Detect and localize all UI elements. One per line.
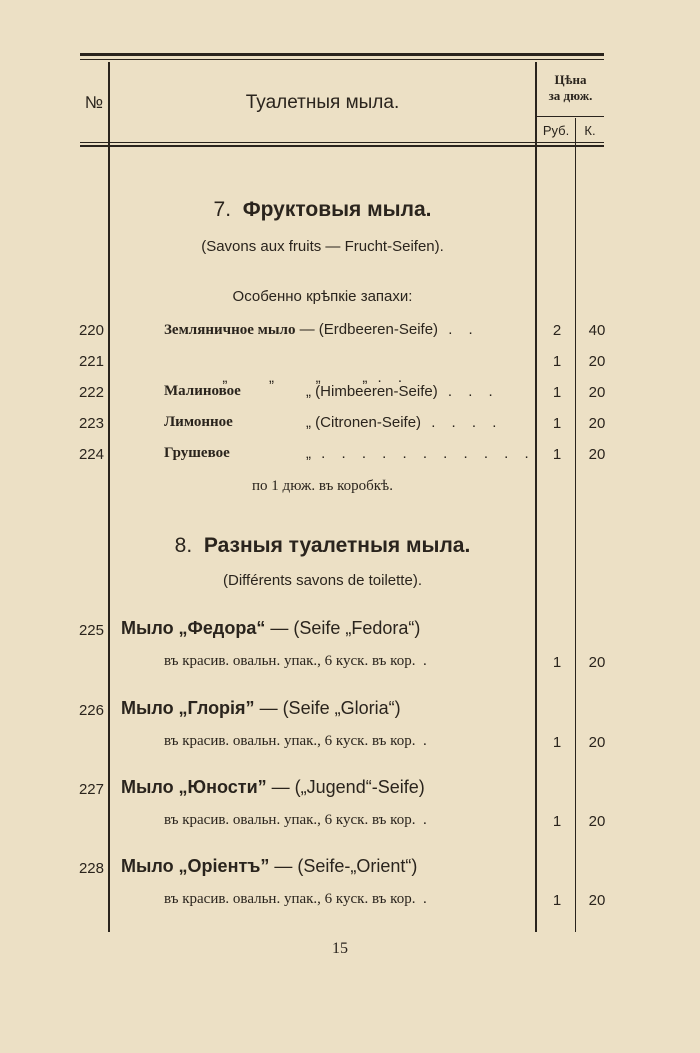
header-rule-thick bbox=[80, 145, 604, 147]
row-223-desc: „ (Citronen-Seife) bbox=[306, 414, 422, 431]
row-223-number: 223 bbox=[78, 415, 104, 432]
section8-subtitle: (Différents savons de toilette). bbox=[223, 572, 422, 589]
item-226-name: Мыло „Глорія” bbox=[121, 698, 255, 718]
section8-title: Разныя туалетныя мыла. bbox=[203, 534, 471, 557]
row-222-rub: 1 bbox=[552, 384, 562, 401]
page-number: 15 bbox=[332, 940, 348, 957]
row-224-rest bbox=[306, 445, 535, 462]
row-223-rest bbox=[306, 414, 502, 431]
item-228-number: 228 bbox=[78, 860, 104, 877]
item-226-kop: 20 bbox=[588, 734, 606, 751]
row-222-name: Малиновое bbox=[164, 383, 241, 399]
item-228-pack: въ красив. овальн. упак., 6 куск. въ кор. . bbox=[164, 891, 427, 907]
row-223-kop: 20 bbox=[588, 415, 606, 432]
number-column-line bbox=[108, 62, 110, 932]
item-227-name: Мыло „Юности” bbox=[121, 777, 267, 797]
item-228-desc: — (Seife-„Orient“) bbox=[269, 856, 418, 876]
row-221-text bbox=[214, 352, 408, 386]
item-225-line bbox=[121, 618, 420, 639]
price-subrule bbox=[535, 116, 604, 117]
row-223-dots: . . . . bbox=[421, 414, 503, 431]
row-220-number: 220 bbox=[78, 322, 104, 339]
row-220-dots: . . bbox=[438, 321, 479, 338]
row-220-rub: 2 bbox=[552, 322, 562, 339]
item-225-pack-text: въ красив. овальн. упак., 6 куск. въ кор. bbox=[164, 653, 416, 669]
row-222-rest bbox=[306, 383, 499, 400]
row-222-kop: 20 bbox=[588, 384, 606, 401]
row-221-desc: „ „ „ „ bbox=[222, 369, 368, 386]
row-222-number: 222 bbox=[78, 384, 104, 401]
item-228-kop: 20 bbox=[588, 892, 606, 909]
row-220-desc: — (Erdbeeren-Seife) bbox=[295, 321, 439, 338]
header-rub: Руб. bbox=[542, 123, 570, 138]
top-rule-thin bbox=[80, 59, 604, 60]
row-221-kop: 20 bbox=[588, 353, 606, 370]
item-225-rub: 1 bbox=[552, 654, 562, 671]
row-224-desc: „ bbox=[306, 445, 311, 462]
section7-number: 7. bbox=[213, 198, 232, 221]
item-226-rub: 1 bbox=[552, 734, 562, 751]
row-224-rub: 1 bbox=[552, 446, 562, 463]
item-227-number: 227 bbox=[78, 781, 104, 798]
section7-note: Особенно крѣпкіе запахи: bbox=[232, 288, 413, 305]
item-226-desc: — (Seife „Gloria“) bbox=[254, 698, 401, 718]
item-226-line bbox=[121, 698, 401, 719]
item-227-pack: въ красив. овальн. упак., 6 куск. въ кор. . bbox=[164, 812, 427, 828]
top-rule bbox=[80, 53, 604, 56]
row-220-kop: 40 bbox=[588, 322, 606, 339]
row-222-dots: . . . bbox=[437, 383, 499, 400]
item-227-kop: 20 bbox=[588, 813, 606, 830]
row-221-rub: 1 bbox=[552, 353, 562, 370]
item-228-rub: 1 bbox=[552, 892, 562, 909]
item-227-line bbox=[121, 777, 425, 798]
kopek-column-line bbox=[575, 118, 576, 932]
item-226-pack: въ красив. овальн. упак., 6 куск. въ кор. . bbox=[164, 733, 427, 749]
row-222-desc: „ (Himbeeren-Seife) bbox=[306, 383, 438, 400]
price-column-line bbox=[535, 62, 537, 932]
header-number-sign: № bbox=[84, 93, 104, 112]
header-price-line2: за дюж. bbox=[548, 88, 593, 103]
row-223-rub: 1 bbox=[552, 415, 562, 432]
item-227-pack-text: въ красив. овальн. упак., 6 куск. въ кор. bbox=[164, 812, 416, 828]
header-title: Туалетныя мыла. bbox=[245, 92, 400, 113]
section7-title: Фруктовыя мыла. bbox=[242, 198, 432, 221]
section8-number: 8. bbox=[174, 534, 193, 557]
item-225-pack: въ красив. овальн. упак., 6 куск. въ кор. . bbox=[164, 653, 427, 669]
item-228-line bbox=[121, 856, 417, 877]
row-224-name: Грушевое bbox=[164, 445, 230, 461]
header-kop: К. bbox=[584, 123, 596, 138]
section7-subtitle: (Savons aux fruits — Frucht-Seifen). bbox=[201, 238, 444, 255]
item-226-number: 226 bbox=[78, 702, 104, 719]
item-227-rub: 1 bbox=[552, 813, 562, 830]
item-228-name: Мыло „Оріентъ” bbox=[121, 856, 270, 876]
row-224-kop: 20 bbox=[588, 446, 606, 463]
item-225-desc: — (Seife „Fedora“) bbox=[265, 618, 421, 638]
row-224-number: 224 bbox=[78, 446, 104, 463]
section7-heading bbox=[110, 198, 535, 222]
item-225-kop: 20 bbox=[588, 654, 606, 671]
row-221-number: 221 bbox=[78, 353, 104, 370]
row-220-text bbox=[164, 321, 479, 339]
item-226-pack-text: въ красив. овальн. упак., 6 куск. въ кор. bbox=[164, 733, 416, 749]
item-225-name: Мыло „Федора“ bbox=[121, 618, 266, 638]
section8-heading bbox=[110, 534, 535, 558]
header-price-line1: Цѣна bbox=[554, 72, 587, 87]
item-227-desc: — („Jugend“-Seife) bbox=[266, 777, 425, 797]
item-228-pack-text: въ красив. овальн. упак., 6 куск. въ кор. bbox=[164, 891, 416, 907]
row-221-dots: . . bbox=[367, 369, 409, 386]
section7-footer: по 1 дюж. въ коробкѣ. bbox=[252, 478, 393, 494]
header-rule bbox=[80, 142, 604, 143]
row-220-name: Земляничное мыло bbox=[164, 322, 296, 338]
item-225-number: 225 bbox=[78, 622, 104, 639]
row-224-dots: . . . . . . . . . . . bbox=[311, 445, 535, 462]
row-223-name: Лимонное bbox=[164, 414, 233, 430]
